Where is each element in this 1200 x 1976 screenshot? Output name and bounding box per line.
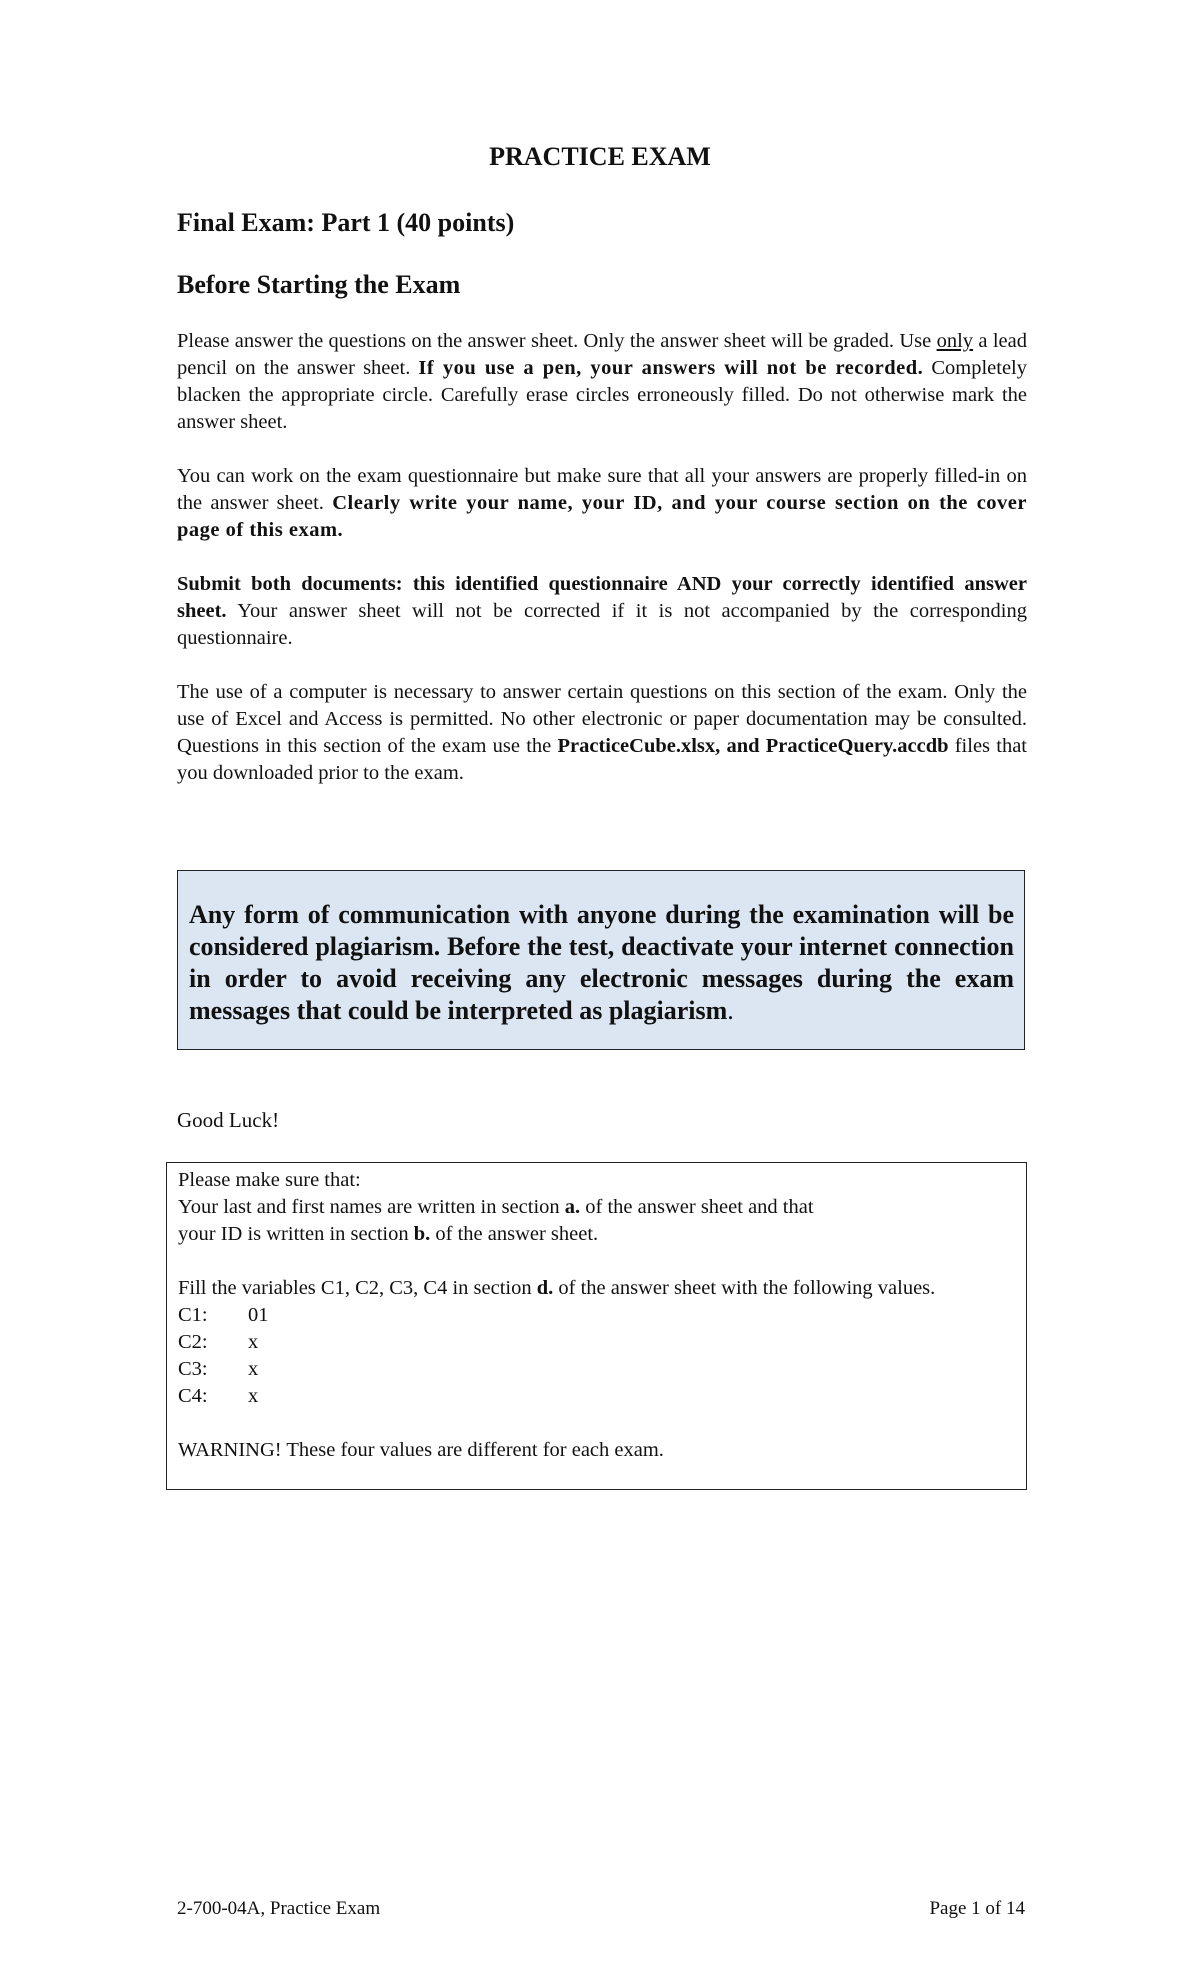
text: your ID is written in section [178,1223,414,1245]
text: Please answer the questions on the answer sheet. Only the answer sheet will be graded. Use [177,330,937,352]
page-title: PRACTICE EXAM [489,142,711,171]
variable-name: C2: [178,1331,208,1353]
spacer [178,1248,1016,1275]
bold-text: Submit both documents: this identified questionnaire AND your correctly identified answer sheet. [177,573,1027,622]
footer-course-label: 2-700-04A, Practice Exam [177,1898,381,1919]
underlined-text: only [936,330,974,352]
variable-name: C1: [178,1304,208,1326]
text: Your last and first names are written in section [178,1196,565,1218]
bold-text: If you use a pen, your answers will not be recorded. [418,357,924,379]
text: files that you downloaded prior to the exam. [177,735,1027,784]
good-luck-text: Good Luck! [177,1108,280,1132]
variable-row [178,1356,1016,1383]
bold-text: PracticeCube.xlsx, and PracticeQuery.accdb [557,735,949,757]
bold-text: b. [413,1223,431,1245]
part-heading: Final Exam: Part 1 (40 points) [177,208,515,237]
text: You can work on the exam questionnaire but make sure that all your answers are properly filled-in on the answer sheet. [177,465,1027,514]
checklist-intro: Please make sure that: [178,1169,361,1191]
text: of the answer sheet and that [580,1196,814,1218]
section-heading: Before Starting the Exam [177,270,461,299]
variable-value: 01 [248,1304,269,1326]
text: a lead pencil on the answer sheet. [177,330,1027,379]
checklist-box [166,1162,1027,1490]
instructions-paragraph-2 [177,463,1027,544]
variable-row [178,1383,1016,1410]
variable-row [178,1302,1016,1329]
text: of the answer sheet. [430,1223,599,1245]
checklist-warning-line: WARNING! These four values are different for each exam. [178,1439,664,1461]
text: Fill the variables C1, C2, C3, C4 in section [178,1277,537,1299]
instructions-paragraph-4 [177,679,1027,787]
footer-page-number: Page 1 of 14 [929,1898,1025,1919]
text: Your answer sheet will not be corrected if it is not accompanied by the corresponding questionnaire. [177,600,1027,649]
plagiarism-warning-box [177,870,1025,1050]
spacer [178,1410,1016,1437]
variable-row [178,1329,1016,1356]
checklist-id-line [178,1221,1016,1248]
checklist-fill-instruction [178,1275,1016,1302]
text: The use of a computer is necessary to answer certain questions on this section of the exam. Only the use of Excel and Access is permitted. No other electronic or paper documentation may be consulted. Questions in this section of the exam use the [177,681,1027,757]
variable-name: C4: [178,1385,208,1407]
variable-value: x [248,1385,259,1407]
text: of the answer sheet with the following values. [553,1277,936,1299]
bold-text: d. [536,1277,554,1299]
checklist-names-line [178,1194,1016,1221]
instructions-paragraph-3 [177,571,1027,652]
variable-value: x [248,1358,259,1380]
text: . [727,996,734,1025]
text: Any form of communication with anyone during the examination will be considered plagiarism. Before the test, deactivate your internet connection in order to avoid receiving any electronic messages during the exam messages that could be interpreted as plagiarism [189,900,1014,1025]
text: Completely blacken the appropriate circle. Carefully erase circles erroneously filled. Do not otherwise mark the answer sheet. [177,357,1027,433]
variable-value: x [248,1331,259,1353]
instructions-paragraph-1 [177,328,1027,436]
plagiarism-warning-text [189,899,1014,1027]
variable-name: C3: [178,1358,208,1380]
bold-text: a. [564,1196,581,1218]
bold-text: Clearly write your name, your ID, and your course section on the cover page of this exam. [177,492,1027,541]
